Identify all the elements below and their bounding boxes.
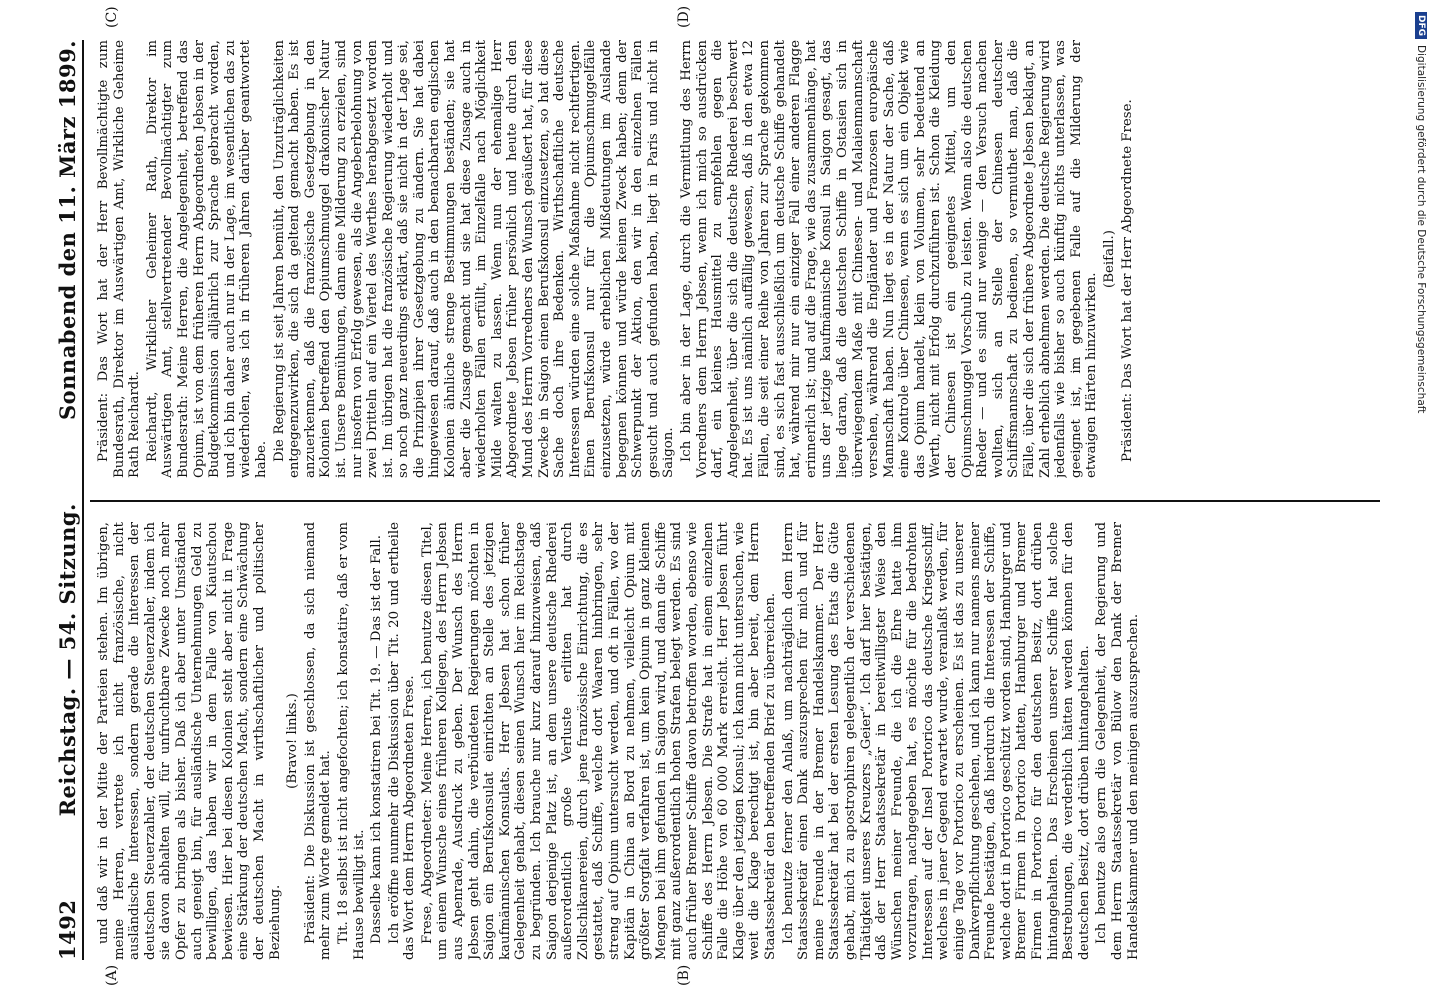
paragraph: Ich eröffne nunmehr die Diskussion über Tit. 20 und ertheile das Wort dem Herrn Abgeordneten Frese. [386,522,418,960]
digitization-credit [1411,12,1431,992]
applause-note: (Bravo! links.) [285,693,301,789]
paragraph: Ich bin aber in der Lage, durch die Vermittlung des Herrn Vorredners dem Herrn Jebsen, wenn ich mich so ausdrücken darf, ein kleines Hausmittel zu empfehlen gegen die Angelegenheit, über die sich die deutsche Rhederei beschwert hat. Es ist uns nämlich auffällig gewesen, daß in den etwa 12 Fällen, die seit einer Reihe von Jahren zur Sprache gekommen sind, es sich fast ausschließlich um deutsche Schiffe gehandelt hat, während mir nur ein einziger Fall einer anderen Flagge erinnerlich ist; und auf die Frage, wie das zusammenhänge, hat uns der jetzige kaufmännische Konsul in Saigon gesagt, das liege daran, daß die deutschen Schiffe in Ostasien sich in überwiegendem Maße mit Chinesen- und Malaienmannschaft versehen, während die Engländer und Franzosen europäische Mannschaft haben. Nun liegt es in der Natur der Sache, daß eine Kontrole über Chinesen, wenn es sich um ein Objekt wie das Opium handelt, klein von Volumen, sehr bedeutend an Werth, nicht mit Erfolg durchzuführen ist. Schon die Kleidung der Chinesen ist ein geeignetes Mittel, um den Opiumschmuggel Vorschub zu leisten. Wenn also die deutschen Rheder — und es sind nur wenige — den Versuch machen wollten, sich an Stelle der Chinesen deutscher Schiffsmannschaft zu bedienen, so vermuthet man, daß die Fälle, über die sich der frühere Abgeordnete Jebsen beklagt, an Zahl erheblich abnehmen werden. Die deutsche Regierung wird jedenfalls wie bisher so auch künftig nichts unterlassen, was geeignet ist, im gegebenen Falle auf die Milderung der etwaigen Härten hinzuwirken. [678,40,1100,478]
credit-text: Digitalisierung gefördert durch die Deutsche Forschungsgemeinschaft [1415,45,1427,414]
page-header [40,40,80,960]
paragraph: Reichardt, Wirklicher Geheimer Rath, Direktor im Auswärtigen Amt, stellvertretender Bevollmächtigter zum Bundesrath: Meine Herren, die Angelegenheit, betreffend das Opium, ist von dem früheren Herrn Abgeordneten Jebsen in der Budgetkommission alljährlich zur Sprache gebracht worden, und ich bin daher auch nur in der Lage, im wesentlichen das zu wiederholen, was ich in früheren Jahren darüber geantwortet habe. [144,40,269,478]
paragraph: Präsident: Die Diskussion ist geschlossen, da sich niemand mehr zum Worte gemeldet hat. [302,522,334,960]
paragraph: Dasselbe kann ich konstatiren bei Tit. 19. — Das ist der Fall. [369,534,385,944]
dfg-logo: DFG [1415,12,1427,39]
paragraph: Präsident: Das Wort hat der Herr Bevollmächtigte zum Bundesrath, Direktor im Auswärtigen Amt, Wirkliche Geheime Rath Reichardt. [96,40,143,478]
paragraph: Die Regierung ist seit Jahren bemüht, den Unzuträglichkeiten entgegenzuwirken, die sich da geltend gemacht haben. Es ist anzuerkennen, daß die französische Gesetzgebung in den Kolonien betreffend den Opiumschmuggel drakonischer Natur ist. Unsere Bemühungen, dann eine Milderung zu erzielen, sind nur insofern von Erfolg gewesen, als die Angeberbelohnung von zwei Dritteln auf ein Viertel des Werthes herabgesetzt worden ist. Im übrigen hat die französische Regierung wiederholt und so noch ganz neuerdings erklärt, daß sie nicht in der Lage sei, die Prinzipien ihrer Gesetzgebung zu ändern. Sie hat dabei hingewiesen darauf, daß auch in den benachbarten englischen Kolonien ähnliche strenge Bestimmungen beständen; sie hat aber die Zusage gemacht und sie hat diese Zusage auch in wiederholten Fällen erfüllt, im Einzelfalle nach Möglichkeit Milde walten zu lassen. Wenn nun der ehemalige Herr Abgeordnete Jebsen früher persönlich und heute durch den Mund des Herrn Vorredners den Wunsch geäußert hat, für diese Zwecke in Saigon einen Berufskonsul einzusetzen, so hat diese Sache doch ihre Bedenken. Wirthschaftliche deutsche Interessen würden eine solche Maßnahme nicht rechtfertigen. Einen Berufskonsul nur für die Opiumschmuggelfälle einzusetzen, würde erheblichen Mißdeutungen im Auslande begegnen können und würde keinen Zweck haben; denn der Schwerpunkt der Aktion, den wir in den einzelnen Fällen gesucht und auch gefunden haben, liegt in Paris und nicht in Saigon. [271,40,677,478]
left-text-column [96,522,1376,960]
paragraph: Ich benutze also gern die Gelegenheit, der Regierung und dem Herrn Staatssekretär von Bülow den Dank der Bremer Handelskammer und den meinigen auszusprechen. [1094,522,1141,960]
applause-note: (Beifall.) [1102,230,1117,288]
margin-marker-a: (A) [104,964,120,986]
page-number: 1492 [55,899,80,960]
session-title: Reichstag. — 54. Sitzung. [55,503,80,817]
margin-marker-b: (B) [676,964,692,986]
paragraph: Ich benutze ferner den Anlaß, um nachträglich dem Herrn Staatssekretär einen Dank auszusprechen für mich und für meine Freunde in der Bremer Handelskammer. Der Herr Staatssekretär hat bei der ersten Lesung des Etats die Güte gehabt, mich zu apostrophiren gelegentlich der verschiedenen Thätigkeit unseres Kreuzers „Geier“. Ich darf hier bestätigen, daß der Herr Staatssekretär in bereitwilligster Weise den Wünschen meiner Freunde, die ich die Ehre hatte ihm vorzutragen, nachgegeben hat, es möchte für die bedrohten Interessen auf der Insel Portorico das deutsche Kriegsschiff, welches in jener Gegend erwartet wurde, veranlaßt werden, für einige Tage vor Portorico zu erscheinen. Es ist das zu unserer Dankverpflichtung geschehen, und ich kann nur namens meiner Freunde bestätigen, daß hierdurch die Interessen der Schiffe, welche dort in Portorico geschützt worden sind, Hamburger und Bremer Firmen in Portorico hatten, Hamburger und Bremer Firmen in Portorico für den deutschen Besitz, dort drüben hintangehalten. Das Erscheinen unserer Schiffe hat solche Bestrebungen, die verderblich hätten werden können für den deutschen Besitz, dort drüben hintangehalten. [780,522,1092,960]
paragraph: Frese, Abgeordneter: Meine Herren, ich benutze diesen Titel, um einem Wunsche eines früheren Kollegen, des Herrn Jebsen aus Apenrade, Ausdruck zu geben. Der Wunsch des Herrn Jebsen geht dahin, die verbündeten Regierungen möchten in Saigon ein Berufskonsulat einrichten an Stelle des jetzigen kaufmännischen Konsulats. Herr Jebsen hat schon früher Gelegenheit gehabt, diesen seinen Wunsch hier im Reichstage zu begründen. Ich brauche nur kurz darauf hinzuweisen, daß Saigon derjenige Platz ist, an dem unsere deutsche Rhederei außerordentlich große Verluste erlitten hat durch Zollschikanereien, durch jene französische Einrichtung, die es gestattet, daß Schiffe, welche dort Waaren hinbringen, sehr streng auf Opium untersucht werden, und oft in Fällen, wo der Kapitän in China an Bord zu nehmen, vielleicht Opium mit größter Sorgfalt verfahren ist, um kein Opium in ganz kleinen Mengen bei ihm gefunden in Saigon wird, und dann die Schiffe mit ganz außerordentlich hohen Strafen belegt werden. Es sind auch früher Bremer Schiffe davon betroffen worden, ebenso wie Schiffe des Herrn Jebsen. Die Strafe hat in einem einzelnen Falle die Höhe von 60 000 Mark erreicht. Herr Jebsen führt Klage über den jetzigen Konsul; ich kann nicht untersuchen, wie weit die Klage berechtigt ist, bin aber bereit, dem Herrn Staatssekretär den betreffenden Brief zu überreichen. [419,522,778,960]
paragraph: Präsident: Das Wort hat der Herr Abgeordnete Frese. [1119,99,1135,462]
margin-marker-d: (D) [676,5,692,28]
right-text-column [96,40,1376,478]
column-divider [90,500,1380,502]
session-date: Sonnabend den 11. März 1899. [55,40,80,421]
margin-marker-c: (C) [104,6,120,28]
header-rule [82,40,84,960]
paragraph: und daß wir in der Mitte der Parteien stehen. Im übrigen, meine Herren, vertrete ich nicht französische, nicht ausländische Interessen, sondern gerade die Interessen der deutschen Steuerzahler, der deutschen Steuerzahler, indem ich sie davon abhalten will, für unfruchtbare Zwecke noch mehr Opfer zu bringen als bisher. Daß ich aber unter Umständen auch geneigt bin, für ausländische Unternehmungen Geld zu bewilligen, das haben wir in dem Falle von Kiautschou bewiesen. Hier bei diesen Kolonien steht aber nicht in Frage eine Stärkung der deutschen Macht, sondern eine Schwächung der deutschen Macht in wirthschaftlicher und politischer Beziehung. [96,522,283,960]
paragraph: Tit. 18 selbst ist nicht angefochten; ich konstatire, daß er vom Hause bewilligt ist. [335,522,367,960]
